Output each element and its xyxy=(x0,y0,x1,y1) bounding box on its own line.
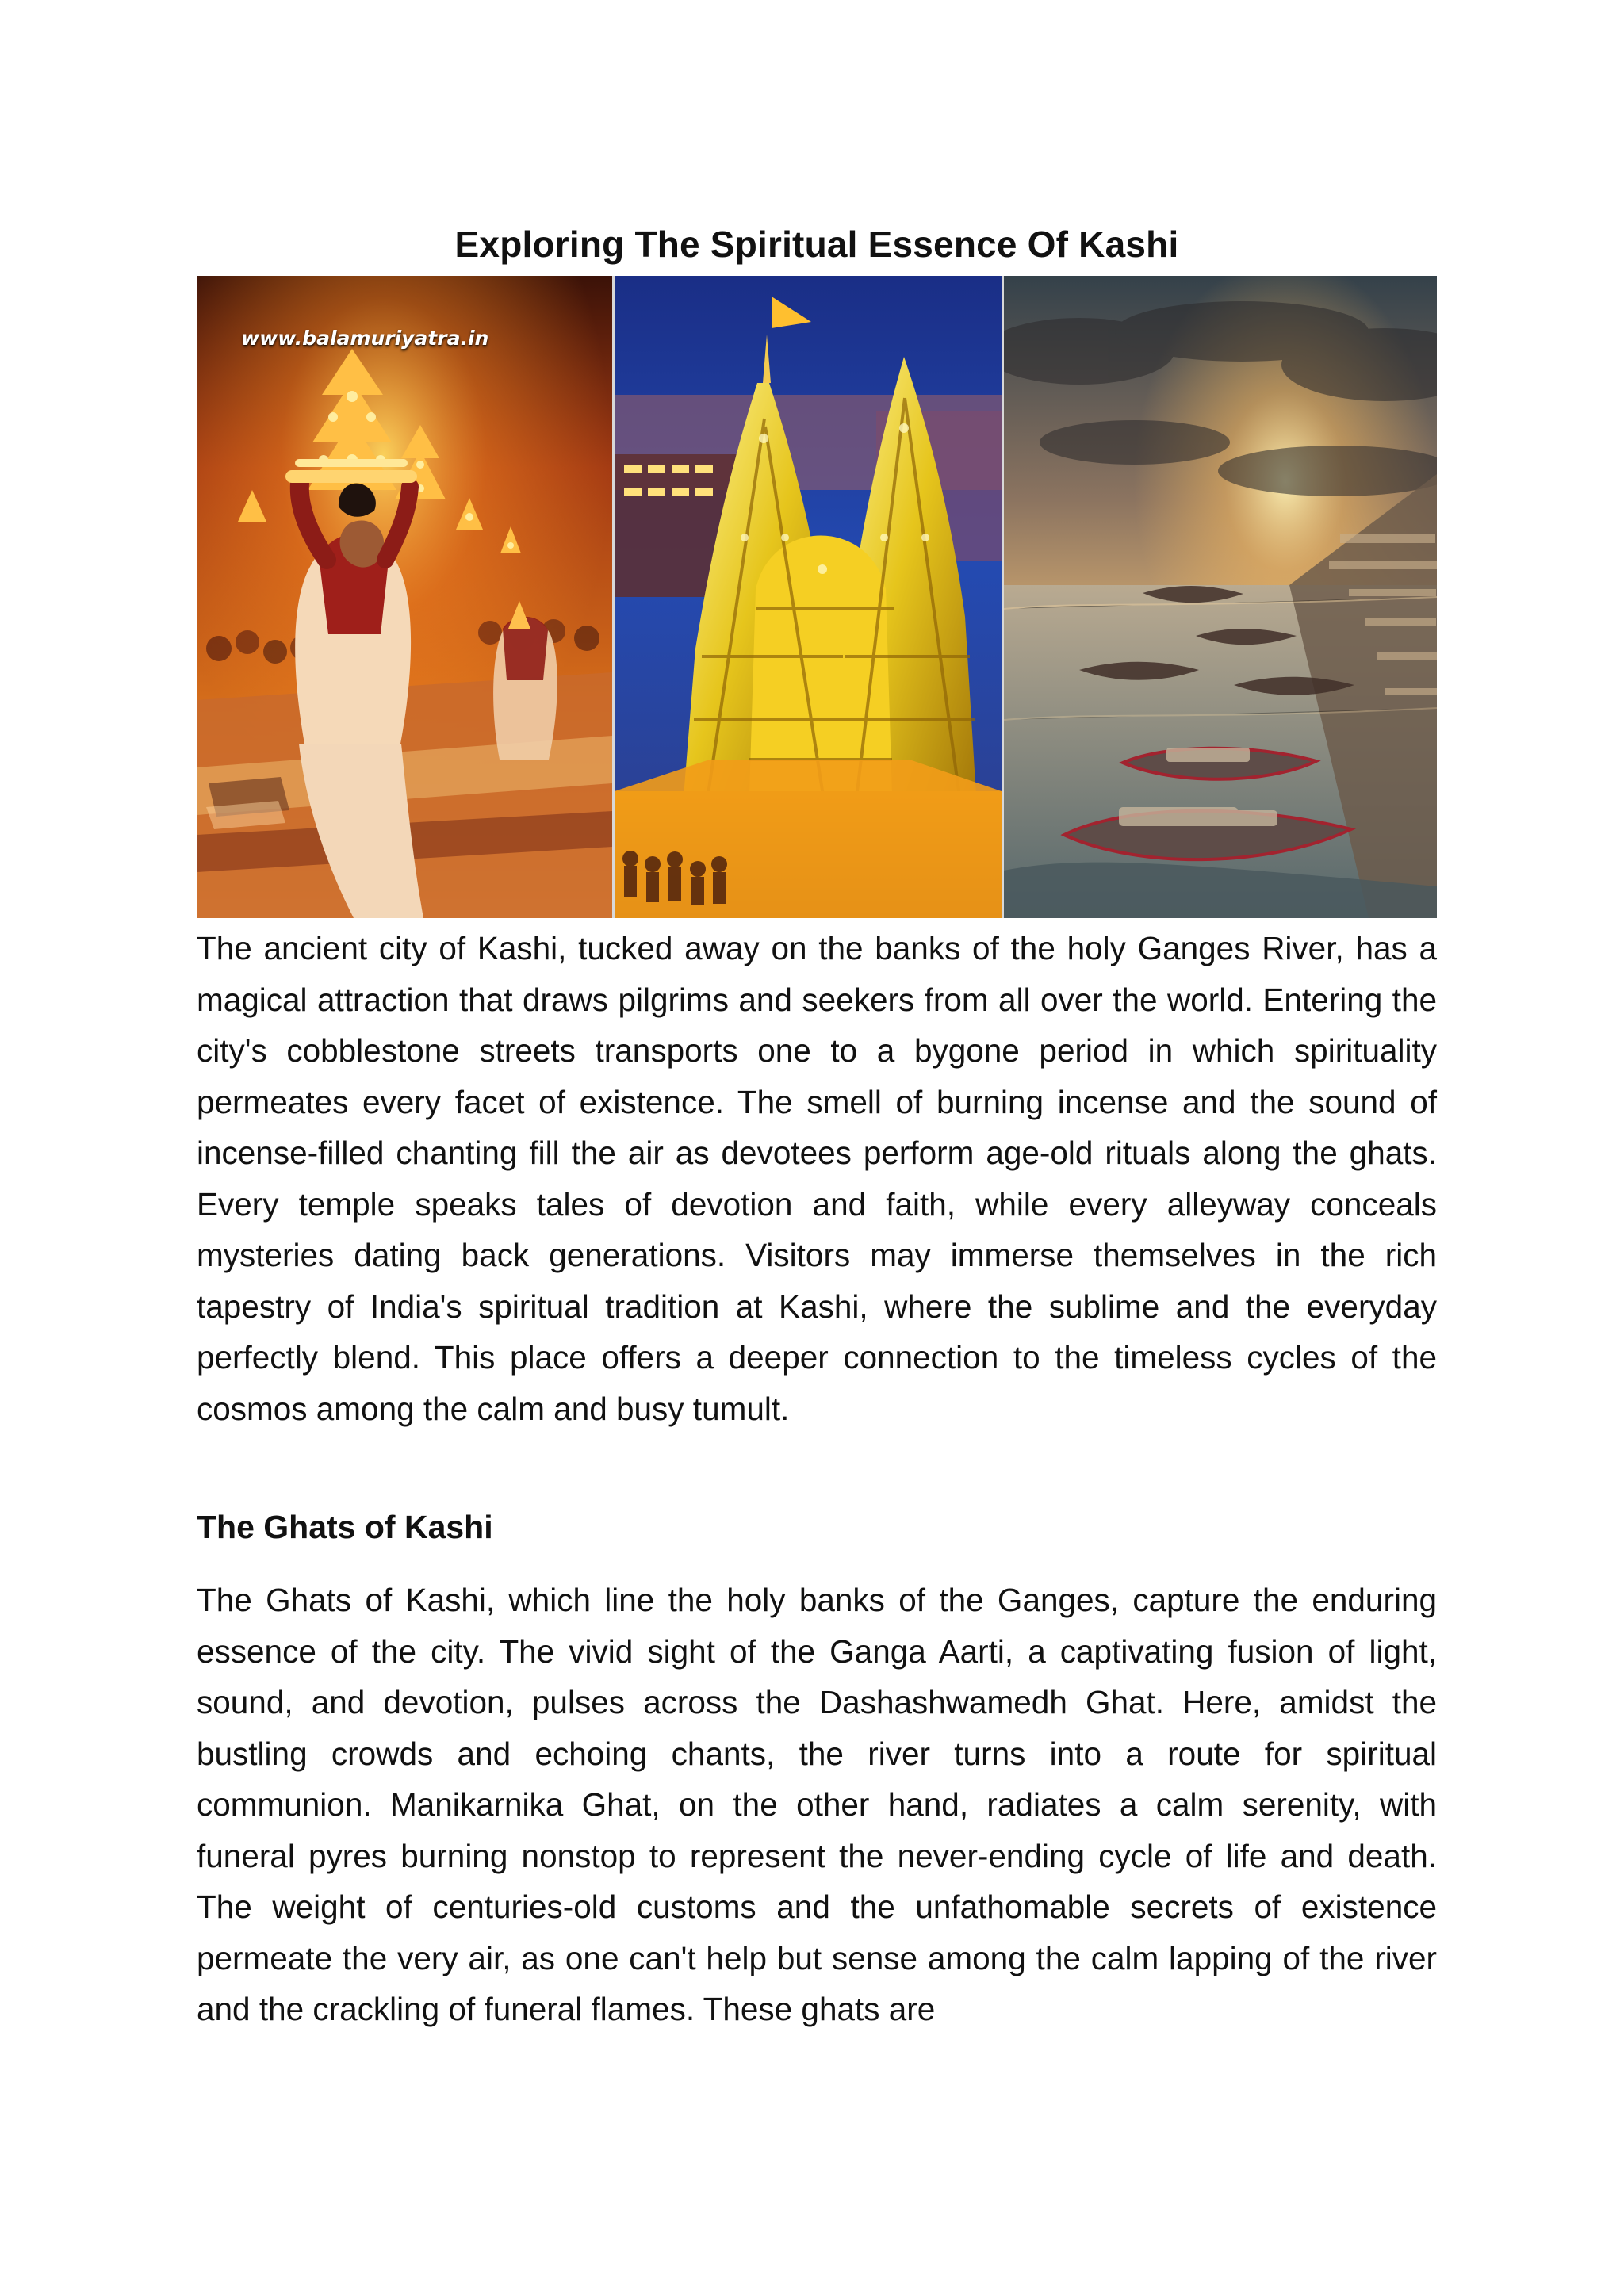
page-title: Exploring The Spiritual Essence Of Kashi xyxy=(454,223,1179,265)
river-boats-illustration xyxy=(1004,276,1437,918)
ganga-aarti-illustration xyxy=(197,276,612,918)
ganga-aarti-photo xyxy=(197,276,615,918)
image-watermark: www.balamuriyatra.in xyxy=(241,327,489,350)
ghats-paragraph: The Ghats of Kashi, which line the holy banks of the Ganges, capture the enduring essence of the city. The vivid sight of the Ganga Aarti, a captivating fusion of light, sound, and devotion, pulses across the Dashashwamedh Ghat. Here, amidst the bustling crowds and echoing chants, the river turns into a route for spiritual communion. Manikarnika Ghat, on the other hand, radiates a calm serenity, with funeral pyres burning nonstop to represent the never-ending cycle of life and death. The weight of centuries-old customs and the unfathomable secrets of existence permeate the very air, as one can't help but sense among the calm lapping of the river and the crackling of funeral flames. These ghats are xyxy=(197,1582,1437,2027)
kashi-collage-image xyxy=(197,276,1437,918)
section-heading: The Ghats of Kashi xyxy=(197,1509,493,1545)
golden-temple-illustration xyxy=(615,276,1002,918)
kashi-vishwanath-temple-photo xyxy=(615,276,1004,918)
intro-paragraph: The ancient city of Kashi, tucked away on the banks of the holy Ganges River, has a magical attraction that draws pilgrims and seekers from all over the world. Entering the city's cobblestone streets transports one to a bygone period in which spirituality permeates every facet of existence. The smell of burning incense and the sound of incense-filled chanting fill the air as devotees perform age-old rituals along the ghats. Every temple speaks tales of devotion and faith, while every alleyway conceals mysteries dating back generations. Visitors may immerse themselves in the rich tapestry of India's spiritual tradition at Kashi, where the sublime and the everyday perfectly blend. This place offers a deeper connection to the timeless cycles of the cosmos among the calm and busy tumult. xyxy=(197,930,1437,1427)
ganges-boats-sunset-photo xyxy=(1004,276,1437,918)
